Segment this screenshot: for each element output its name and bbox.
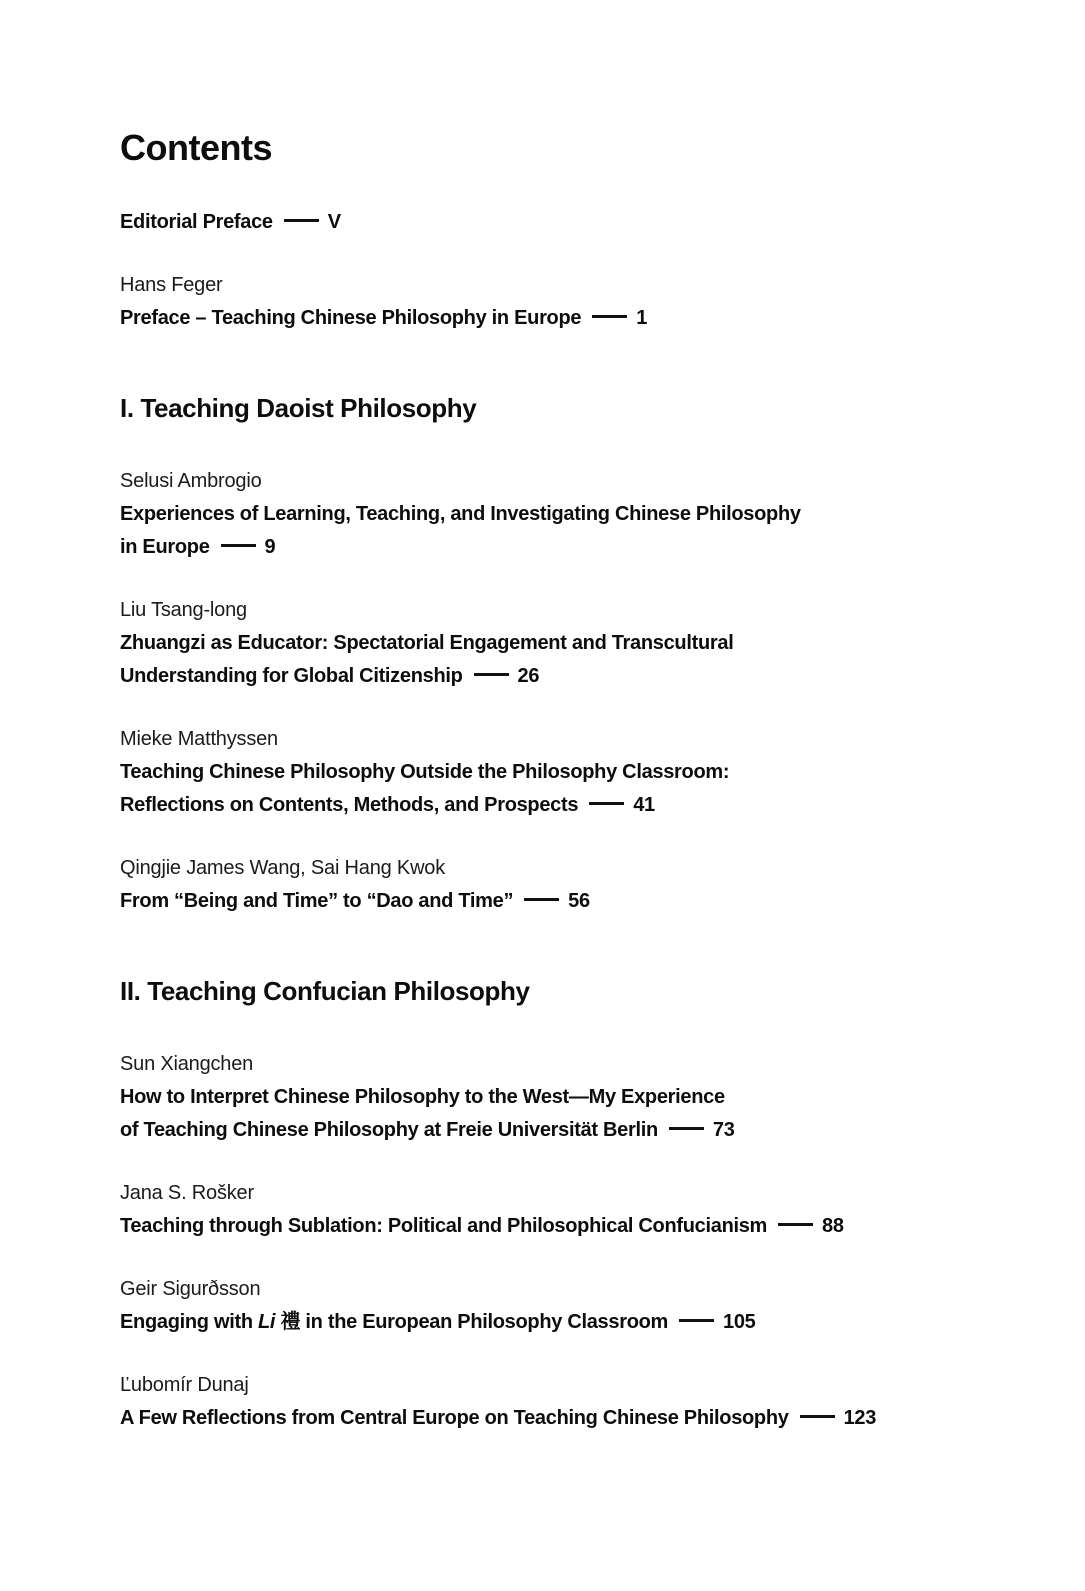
page-leader-dash	[474, 673, 509, 676]
entry-authors: Geir Sigurðsson	[120, 1278, 261, 1300]
page-leader-dash	[679, 1319, 714, 1322]
entry-authors: Hans Feger	[120, 274, 223, 296]
title-line: Preface – Teaching Chinese Philosophy in Europe	[120, 307, 582, 329]
entry-authors: Mieke Matthyssen	[120, 728, 278, 750]
entry-title	[120, 1402, 1025, 1435]
page-title: Contents	[120, 127, 272, 168]
title-line: Teaching through Sublation: Political and Philosophical Confucianism	[120, 1215, 768, 1237]
page-number: 105	[723, 1311, 756, 1333]
page-leader-dash	[284, 219, 319, 222]
title-line: Teaching Chinese Philosophy Outside the Philosophy Classroom:	[120, 761, 730, 783]
page-number: 56	[568, 890, 590, 912]
title-line: From “Being and Time” to “Dao and Time”	[120, 890, 514, 912]
title-line: Understanding for Global Citizenship	[120, 665, 463, 687]
section-heading-confucian: II. Teaching Confucian Philosophy	[120, 976, 530, 1006]
page-leader-dash	[800, 1415, 835, 1418]
title-line: Reflections on Contents, Methods, and Prospects	[120, 794, 579, 816]
page-leader-dash	[589, 802, 624, 805]
page-leader-dash	[221, 544, 256, 547]
page-leader-dash	[778, 1223, 813, 1226]
toc-entry	[120, 1177, 1025, 1243]
toc-entry	[120, 269, 1025, 335]
entry-title	[120, 627, 1025, 693]
entry-authors: Selusi Ambrogio	[120, 470, 262, 492]
title-part: 禮 in the European Philosophy Classroom	[275, 1311, 669, 1333]
title-line: Zhuangzi as Educator: Spectatorial Engagement and Transcultural	[120, 632, 734, 654]
title-part-italic: Li	[258, 1311, 276, 1333]
title-line: Editorial Preface	[120, 211, 273, 233]
page-number: 41	[633, 794, 655, 816]
toc-entry	[120, 1273, 1025, 1339]
toc-entry	[120, 852, 1025, 918]
entry-authors: Jana S. Rošker	[120, 1182, 254, 1204]
title-line: How to Interpret Chinese Philosophy to the West—My Experience	[120, 1086, 725, 1108]
toc-entry	[120, 723, 1025, 822]
page-number: 88	[822, 1215, 844, 1237]
entry-title	[120, 1210, 1025, 1243]
page-number: V	[327, 211, 341, 233]
page-number: 73	[712, 1119, 735, 1141]
page-number: 9	[264, 536, 276, 558]
section-heading-daoist: I. Teaching Daoist Philosophy	[120, 393, 477, 423]
toc-entry	[120, 1369, 1025, 1435]
title-line: in Europe	[120, 536, 210, 558]
entry-title	[120, 302, 1025, 335]
entry-title	[120, 885, 1025, 918]
title-line: Experiences of Learning, Teaching, and Investigating Chinese Philosophy	[120, 503, 801, 525]
entry-title	[120, 498, 1025, 564]
toc-entry	[120, 465, 1025, 564]
toc-entry	[120, 594, 1025, 693]
entry-title	[120, 756, 1025, 822]
page-leader-dash	[592, 315, 627, 318]
entry-title	[120, 206, 1025, 239]
page-leader-dash	[524, 898, 559, 901]
entry-title	[120, 1081, 1025, 1147]
toc-entry	[120, 206, 1025, 239]
entry-authors: Qingjie James Wang, Sai Hang Kwok	[120, 857, 446, 879]
title-part: Engaging with	[120, 1311, 259, 1333]
page-number: 26	[517, 665, 540, 687]
title-line: A Few Reflections from Central Europe on Teaching Chinese Philosophy	[120, 1407, 789, 1429]
entry-authors: Sun Xiangchen	[120, 1053, 254, 1075]
toc-entry	[120, 1048, 1025, 1147]
page-leader-dash	[669, 1127, 704, 1130]
page-number: 1	[636, 307, 648, 329]
entry-title	[120, 1306, 1025, 1339]
page-number: 123	[843, 1407, 877, 1429]
entry-authors: Liu Tsang-long	[120, 599, 247, 621]
title-line: of Teaching Chinese Philosophy at Freie Universität Berlin	[120, 1119, 658, 1141]
entry-authors: Ľubomír Dunaj	[120, 1374, 249, 1396]
